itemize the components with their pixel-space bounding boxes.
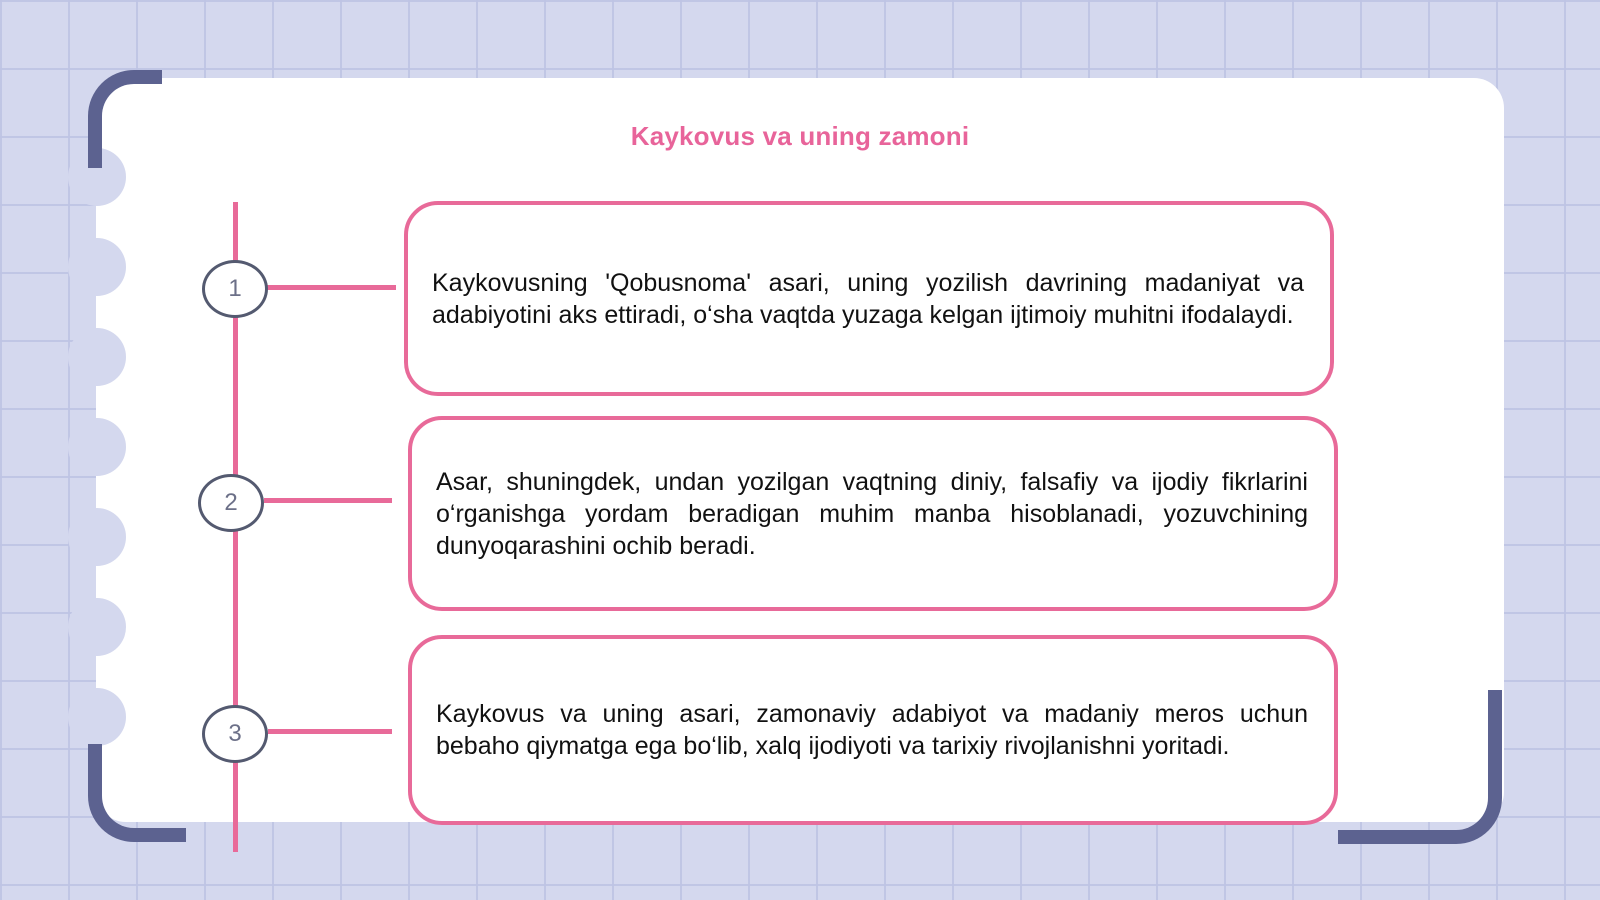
timeline-connector [264, 498, 392, 503]
slide-title: Kaykovus va uning zamoni [630, 121, 970, 151]
paper-notch [68, 688, 126, 746]
frame-corner-bottom-right [1338, 690, 1502, 844]
timeline-card-text: Asar, shuningdek, undan yozilgan vaqtning diniy, falsafiy va ijodiy fikrlarini o‘rganishga yordam beradigan muhim manba hisoblanadi, yozuvchining dunyoqarashini ochib beradi. [436, 467, 1308, 560]
step-number-badge: 1 [202, 260, 268, 318]
timeline-connector [266, 285, 396, 290]
step-number-badge: 3 [202, 705, 268, 763]
timeline-card-text: Kaykovusning 'Qobusnoma' asari, uning yozilish davrining madaniyat va adabiyotini aks ettiradi, o‘sha vaqtda yuzaga kelgan ijtimoiy muhitni ifodalaydi. [432, 268, 1304, 329]
frame-corner-bottom-left [88, 744, 186, 842]
timeline-card-text: Kaykovus va uning asari, zamonaviy adabiyot va madaniy meros uchun bebaho qiymatga ega bo‘lib, xalq ijodiyoti va tarixiy rivojlanishni yoritadi. [436, 700, 1308, 760]
paper-notch [68, 598, 126, 656]
timeline-card [404, 201, 1334, 396]
paper-notch [68, 508, 126, 566]
timeline-card [408, 635, 1338, 825]
paper-notch [68, 238, 126, 296]
paper-notch [68, 328, 126, 386]
frame-corner-top-left [88, 70, 162, 168]
paper-notch [68, 418, 126, 476]
timeline-connector [268, 729, 392, 734]
step-number-badge: 2 [198, 474, 264, 532]
timeline-card [408, 416, 1338, 611]
